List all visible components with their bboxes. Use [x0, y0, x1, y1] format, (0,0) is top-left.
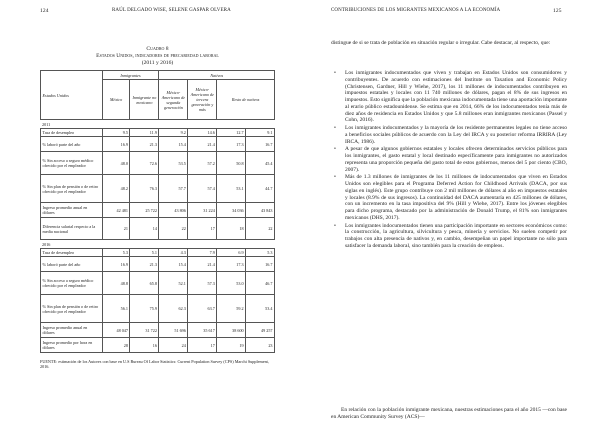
table-row [41, 203, 275, 218]
table-row [41, 323, 275, 338]
bullet-text: Más de 1.3 millones de inmigrantes de los 11 millones de indocumentados que viven en Estados Unidos son elegibles para el Programa Deferred Action for Childhood Arrivals (DACA, por sus siglas en inglés). Este grupo contribuye con 2 mil millones de dólares al año en impuestos estatales y locales (8.9% de sus ingresos). La continuidad del DACA aumentaría en 425 millones de dólares, con un incremento en la tasa impositiva del 9% (Hill y Wiehe, 2017). Entre los jóvenes elegibles para dicho programa, destacado por la administración de Donald Trump, el 81% son inmigrantes mexicanos (DHS, 2017). [345, 174, 567, 221]
table-row [41, 137, 275, 152]
table-label: Cuadro 8 [146, 46, 169, 52]
row-header: Estados Unidos [41, 71, 103, 120]
cell: 21.3 [130, 137, 159, 152]
cell: 14.6 [188, 129, 217, 137]
cell: 52.1 [159, 272, 188, 295]
row-label: % Sin acceso a seguro médico ofrecido por el empleador [41, 272, 103, 295]
bullet-text: A pesar de que algunos gobiernos estatales y locales ofrecen determinados servicios públicos para los inmigrantes, el gasto estatal y local destinado específicamente para inmigrantes no autorizados representa una proporción pequeña del gasto total de estos gobiernos, menos del 5 por ciento (CBO, 2007). [345, 146, 567, 173]
cell: 21.3 [130, 257, 159, 272]
cell: 43 806 [159, 203, 188, 218]
bullet-icon: • [334, 125, 336, 131]
cell: 5.3 [102, 249, 130, 257]
cell: 76.3 [130, 175, 159, 203]
table-title: Estados Unidos, indicadores de precariedad laboral [96, 53, 219, 59]
cell: 5.3 [246, 249, 275, 257]
row-label: Ingreso promedio por hora en dólares [41, 338, 103, 353]
cell: 16.9 [102, 257, 130, 272]
table-row [41, 272, 275, 295]
cell: 53.5 [159, 152, 188, 175]
cell: 22 [159, 218, 188, 240]
cell: 16.9 [102, 137, 130, 152]
cell: 19 [217, 338, 246, 353]
cell: 48.2 [102, 175, 130, 203]
table-years: (2011 y 2016) [141, 60, 174, 66]
row-label: Ingreso promedio anual en dólares [41, 203, 103, 218]
cell: 5.1 [130, 249, 159, 257]
cell: 57.3 [188, 272, 217, 295]
bullet-text: Los inmigrantes indocumentados que viven y trabajan en Estados Unidos son consumidores y contribuyentes. De acuerdo con estimaciones del Institute on Taxation and Economic Policy (Christensen, Gardner, Hill y Wiehe, 2017), los 11 millones de indocumentados contribuyen en impuestos estatales y locales con 11 740 millones de dólares, pagan el 8% de sus ingresos en impuestos. Esto significa que la población mexicana indocumentada tiene una aportación importante al erario público estadounidense. Se estima que en 2014, 66% de los indocumentados tenía más de diez años de residencia en Estados Unidos y que 5.8 millones eran inmigrantes mexicanos (Passel y Cohn, 2016). [345, 70, 567, 124]
cell: 25 722 [130, 203, 159, 218]
section-year: 2016 [41, 240, 275, 249]
cell: 23 [246, 338, 275, 353]
table-row [41, 295, 275, 323]
cell: 22 [246, 218, 275, 240]
column-header: Resto de nativos [217, 80, 275, 120]
cell: 65.8 [130, 272, 159, 295]
cell: 17 [188, 338, 217, 353]
cell: 53.1 [217, 175, 246, 203]
group-header-natives: Nativos [159, 71, 275, 80]
cell: 48 047 [102, 323, 130, 338]
list-item [331, 70, 567, 124]
table-row [41, 338, 275, 353]
table-row [41, 218, 275, 240]
cell: 50.8 [217, 152, 246, 175]
row-label: Tasa de desempleo [41, 249, 103, 257]
cell: 59.2 [217, 295, 246, 323]
cell: 48.0 [102, 152, 130, 175]
cell: 31 224 [188, 203, 217, 218]
list-item [331, 174, 567, 221]
table-row [41, 152, 275, 175]
cell: 57.4 [188, 175, 217, 203]
cell: 16.7 [246, 257, 275, 272]
cell: 14 [130, 218, 159, 240]
cell: 21.4 [188, 137, 217, 152]
cell: 12.7 [217, 129, 246, 137]
cell: 24 [159, 338, 188, 353]
section-year: 2011 [41, 120, 275, 129]
bullet-list [331, 70, 567, 251]
cell: 4.3 [159, 249, 188, 257]
bullet-icon: • [334, 174, 336, 181]
cell: 15.4 [159, 137, 188, 152]
table-row [41, 175, 275, 203]
bullet-icon: • [334, 222, 336, 229]
column-header: México [102, 80, 130, 120]
row-label: Tasa de desempleo [41, 129, 103, 137]
cell: 72.6 [130, 152, 159, 175]
list-item [331, 125, 567, 145]
cell: 9.5 [102, 129, 130, 137]
cell: 9.2 [159, 129, 188, 137]
cell: 18 [217, 218, 246, 240]
cell: 44.7 [246, 175, 275, 203]
left-page-number: 124 [40, 8, 49, 14]
cell: 16.7 [246, 137, 275, 152]
cell: 28 [102, 338, 130, 353]
labor-precarity-table [40, 70, 275, 353]
row-label: % Sin plan de pensión o de retiro ofrecido por el empleador [41, 295, 103, 323]
row-label: % laboró parte del año [41, 137, 103, 152]
right-running-head: CONTRIBUCIONES DE LOS MIGRANTES MEXICANOS A LA ECONOMÍA [331, 8, 501, 13]
row-label: Diferencia salarial respecto a la media nacional [41, 218, 103, 240]
intro-paragraph: distingue de si se trata de población en situación regular o irregular. Cabe destacar, al respecto, que: [331, 40, 551, 46]
bullet-icon: • [334, 146, 336, 153]
cell: 53.0 [217, 272, 246, 295]
cell: 43 843 [246, 203, 275, 218]
cell: 17.3 [217, 257, 246, 272]
cell: 57.2 [188, 152, 217, 175]
row-label: Ingreso promedio anual en dólares [41, 323, 103, 338]
bullet-text: Los inmigrantes indocumentados tienen una participación importante en sectores económicos como: la construcción, la agricultura, silvicultura y pesca, minería y servicios. No suelen competir por trabajos con alta presencia de nativos y, en cambio, desempeñan un papel importante no sólo para satisfacer la demanda laboral, sino también para la creación de empleos. [345, 222, 567, 249]
closing-paragraph: En relación con la población inmigrante mexicana, nuestras estimaciones para el año 2015 —con base en American Community Survey (ACS)— [331, 407, 567, 420]
cell: 53.4 [246, 295, 275, 323]
cell: 9.1 [246, 129, 275, 137]
cell: 48.8 [102, 272, 130, 295]
bullet-text: Los inmigrantes indocumentados y la mayoría de los residente permanentes legales no tiene acceso a beneficios sociales públicos de acuerdo con la Ley del IRCA y su posterior reforma IRRIRA (Ley IRCA, 1986). [345, 125, 567, 145]
left-running-head: RAÚL DELGADO WISE, SELENE GASPAR OLVERA [112, 8, 231, 13]
cell: 34 036 [217, 203, 246, 218]
table-row [41, 257, 275, 272]
column-header: México-Americano de segunda generación [159, 80, 188, 120]
list-item [331, 223, 567, 250]
table-source: FUENTE: estimación de los Autores con base en U.S Bureau Of Labor Statistics: Current Population Survey (CPS) Marchi Supplement, 2016. [40, 359, 269, 370]
cell: 17.3 [217, 137, 246, 152]
cell: 7.9 [188, 249, 217, 257]
cell: 49 257 [246, 323, 275, 338]
list-item [331, 146, 567, 173]
cell: 15.4 [159, 257, 188, 272]
row-label: % Sin plan de pensión o de retiro ofrecido por el empleador [41, 175, 103, 203]
cell: 11.9 [130, 129, 159, 137]
column-header: México-Americano de tercera generación y más [188, 80, 217, 120]
cell: 63.7 [188, 295, 217, 323]
right-page-number: 125 [553, 8, 562, 14]
cell: 75.9 [130, 295, 159, 323]
cell: 16 [130, 338, 159, 353]
cell: 46.7 [246, 272, 275, 295]
row-label: % Sin acceso a seguro médico ofrecido por el empleador [41, 152, 103, 175]
bullet-icon: • [334, 70, 336, 76]
column-header: Inmigrante no mexicano [130, 80, 159, 120]
cell: 35 617 [188, 323, 217, 338]
cell: 45.4 [246, 152, 275, 175]
right-page [300, 0, 600, 431]
cell: 51 696 [159, 323, 188, 338]
cell: 17 [188, 218, 217, 240]
table-row [41, 129, 275, 137]
cell: 56.1 [102, 295, 130, 323]
cell: 21.4 [188, 257, 217, 272]
cell: 6.9 [217, 249, 246, 257]
table-title-block [40, 46, 275, 67]
cell: 42 481 [102, 203, 130, 218]
row-label: % laboró parte del año [41, 257, 103, 272]
group-header-immigrants: Inmigrantes [102, 71, 159, 80]
cell: 62.3 [159, 295, 188, 323]
cell: 31 722 [130, 323, 159, 338]
table-row [41, 249, 275, 257]
cell: 38 600 [217, 323, 246, 338]
cell: 21 [102, 218, 130, 240]
cell: 57.7 [159, 175, 188, 203]
